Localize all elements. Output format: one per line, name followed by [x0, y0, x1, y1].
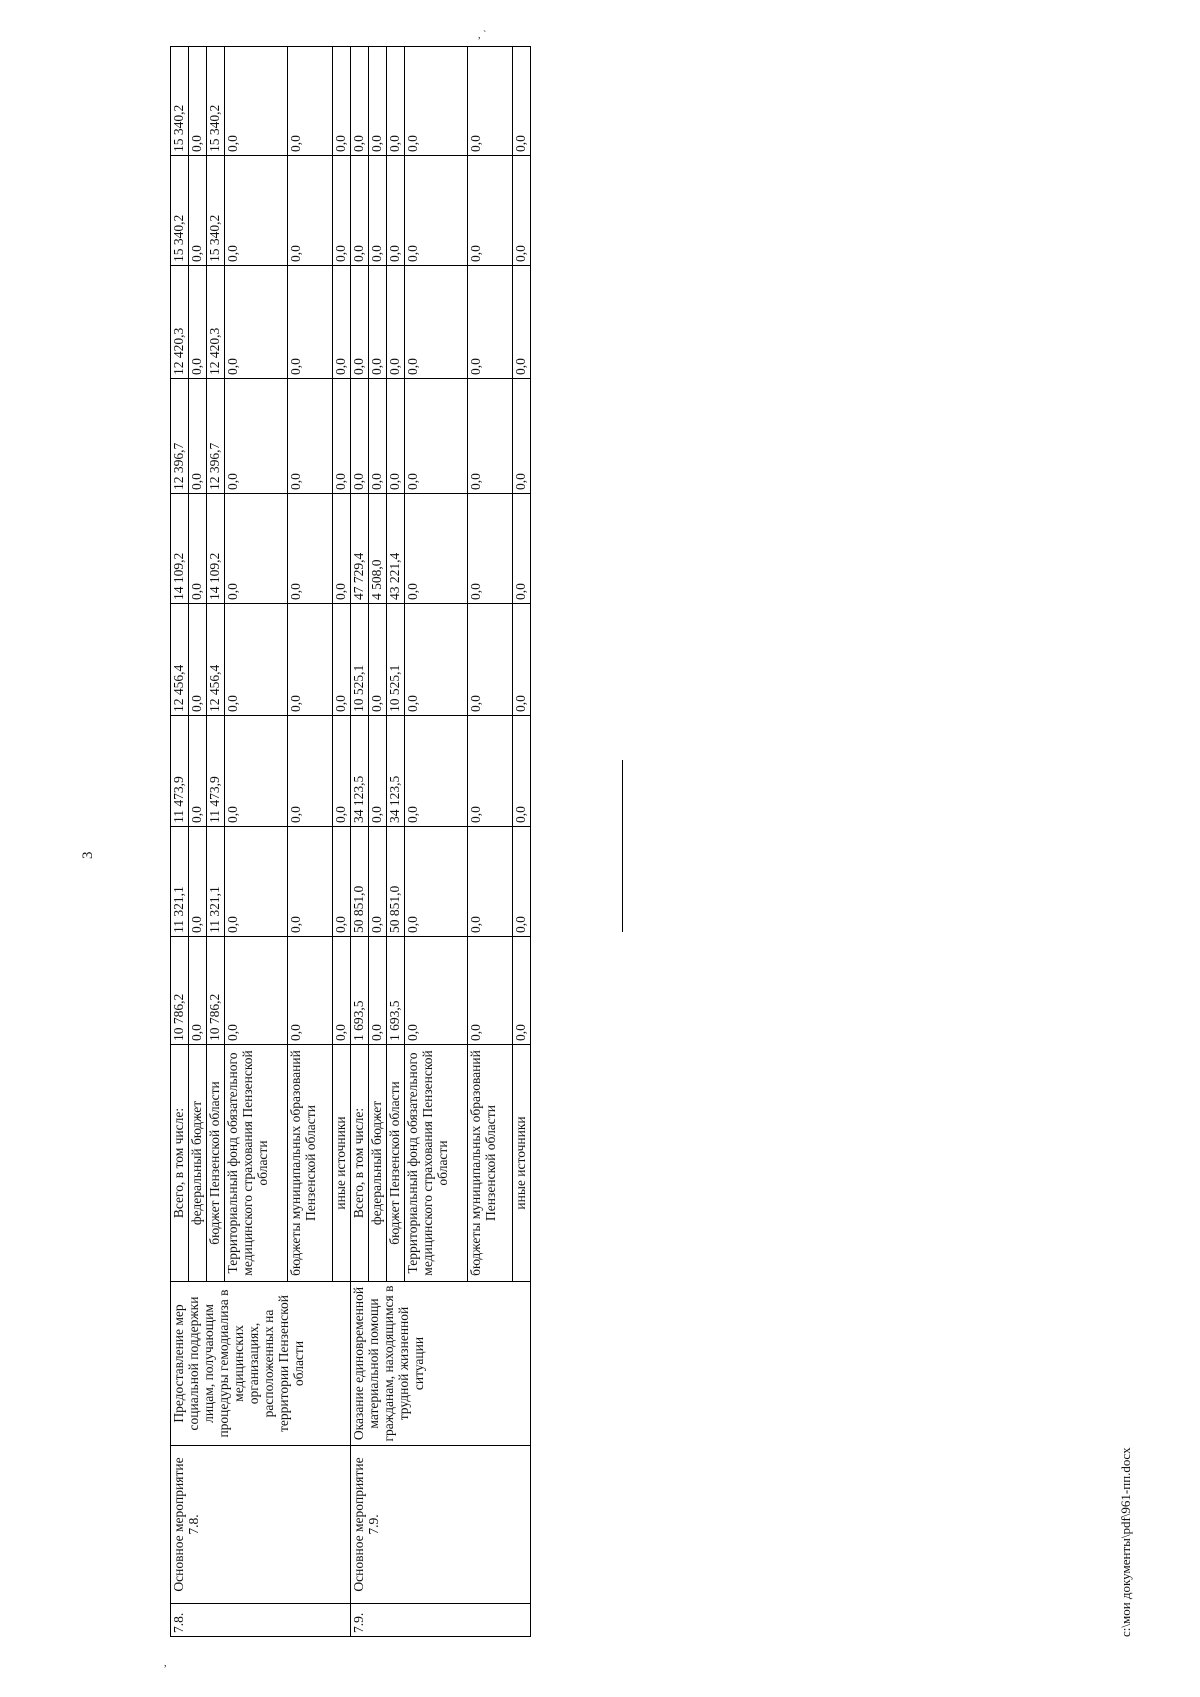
value-cell: 0,0: [351, 379, 369, 494]
value-cell: 0,0: [405, 827, 468, 937]
value-cell: 0,0: [468, 156, 513, 266]
event-name: Основное мероприятие 7.8.: [171, 1446, 351, 1604]
value-cell: 10 525,1: [387, 604, 405, 716]
value-cell: 10 786,2: [207, 937, 225, 1045]
value-cell: 0,0: [369, 937, 387, 1045]
page-number: 3: [80, 851, 96, 859]
value-cell: 12 420,3: [171, 266, 189, 379]
scan-mark-top-left: ,: [164, 1658, 167, 1669]
value-cell: 0,0: [288, 937, 333, 1045]
value-cell: 12 456,4: [207, 604, 225, 716]
funding-source: иные источники: [513, 1045, 531, 1282]
value-cell: 0,0: [513, 937, 531, 1045]
value-cell: 0,0: [189, 47, 207, 156]
value-cell: 34 123,5: [387, 716, 405, 827]
value-cell: 0,0: [405, 604, 468, 716]
value-cell: 0,0: [369, 604, 387, 716]
value-cell: 0,0: [369, 827, 387, 937]
event-description: Предоставление мер социальной поддержки лицам, получающим процедуры гемодиализа в медицинских организациях, расположенных на территории Пензенской области: [171, 1282, 351, 1446]
value-cell: 0,0: [225, 827, 288, 937]
funding-source: Территориальный фонд обязательного медицинского страхования Пензенской области: [405, 1045, 468, 1282]
funding-table: [170, 46, 531, 1637]
value-cell: 0,0: [369, 716, 387, 827]
value-cell: 0,0: [468, 716, 513, 827]
value-cell: 0,0: [468, 604, 513, 716]
funding-source: федеральный бюджет: [189, 1045, 207, 1282]
value-cell: 0,0: [288, 494, 333, 604]
funding-source: Всего, в том числе:: [351, 1045, 369, 1282]
value-cell: 0,0: [405, 494, 468, 604]
value-cell: 0,0: [405, 937, 468, 1045]
value-cell: 0,0: [468, 47, 513, 156]
value-cell: 0,0: [189, 604, 207, 716]
value-cell: 1 693,5: [387, 937, 405, 1045]
value-cell: 43 221,4: [387, 494, 405, 604]
value-cell: 0,0: [288, 827, 333, 937]
value-cell: 0,0: [288, 156, 333, 266]
value-cell: 0,0: [225, 266, 288, 379]
end-rule: [622, 760, 623, 932]
value-cell: 0,0: [369, 47, 387, 156]
funding-source: бюджет Пензенской области: [387, 1045, 405, 1282]
value-cell: 0,0: [513, 379, 531, 494]
value-cell: 0,0: [405, 379, 468, 494]
event-name: Основное мероприятие 7.9.: [351, 1446, 531, 1604]
value-cell: 0,0: [225, 604, 288, 716]
value-cell: 0,0: [333, 494, 351, 604]
value-cell: 14 109,2: [207, 494, 225, 604]
value-cell: 4 508,0: [369, 494, 387, 604]
value-cell: 12 456,4: [171, 604, 189, 716]
table-row: [351, 47, 369, 1637]
value-cell: 15 340,2: [207, 156, 225, 266]
value-cell: 0,0: [333, 716, 351, 827]
table-row: [171, 47, 189, 1637]
value-cell: 0,0: [513, 604, 531, 716]
value-cell: 0,0: [351, 156, 369, 266]
value-cell: 0,0: [189, 156, 207, 266]
value-cell: 0,0: [333, 379, 351, 494]
value-cell: 0,0: [189, 266, 207, 379]
value-cell: 0,0: [513, 266, 531, 379]
event-description: Оказание единовременной материальной помощи гражданам, находящимся в трудной жизненной ситуации: [351, 1282, 531, 1446]
value-cell: 0,0: [288, 379, 333, 494]
value-cell: 0,0: [333, 827, 351, 937]
value-cell: 47 729,4: [351, 494, 369, 604]
value-cell: 0,0: [225, 379, 288, 494]
value-cell: 0,0: [288, 604, 333, 716]
funding-source: федеральный бюджет: [369, 1045, 387, 1282]
value-cell: 0,0: [387, 47, 405, 156]
value-cell: 0,0: [333, 937, 351, 1045]
value-cell: 0,0: [189, 494, 207, 604]
value-cell: 0,0: [189, 937, 207, 1045]
value-cell: 0,0: [387, 266, 405, 379]
footer-file-path: c:\мои документы\pdf\961-пп.docx: [1118, 1447, 1133, 1637]
value-cell: 11 321,1: [171, 827, 189, 937]
value-cell: 12 396,7: [171, 379, 189, 494]
row-number: 7.8.: [171, 1604, 351, 1637]
value-cell: 0,0: [468, 379, 513, 494]
value-cell: 0,0: [333, 604, 351, 716]
value-cell: 0,0: [351, 266, 369, 379]
value-cell: 0,0: [468, 266, 513, 379]
value-cell: 0,0: [225, 716, 288, 827]
value-cell: 0,0: [225, 156, 288, 266]
value-cell: 15 340,2: [207, 47, 225, 156]
funding-source: иные источники: [333, 1045, 351, 1282]
value-cell: 50 851,0: [387, 827, 405, 937]
value-cell: 0,0: [468, 937, 513, 1045]
value-cell: 50 851,0: [351, 827, 369, 937]
row-number: 7.9.: [351, 1604, 531, 1637]
value-cell: 11 473,9: [171, 716, 189, 827]
value-cell: 0,0: [387, 379, 405, 494]
value-cell: 0,0: [405, 156, 468, 266]
value-cell: 10 786,2: [171, 937, 189, 1045]
value-cell: 0,0: [225, 494, 288, 604]
value-cell: 12 420,3: [207, 266, 225, 379]
value-cell: 0,0: [225, 937, 288, 1045]
value-cell: 0,0: [387, 156, 405, 266]
value-cell: 0,0: [405, 266, 468, 379]
value-cell: 0,0: [225, 47, 288, 156]
table-body: [171, 47, 531, 1637]
value-cell: 0,0: [369, 266, 387, 379]
value-cell: 14 109,2: [171, 494, 189, 604]
funding-source: бюджет Пензенской области: [207, 1045, 225, 1282]
value-cell: 0,0: [468, 827, 513, 937]
funding-source: Территориальный фонд обязательного медицинского страхования Пензенской области: [225, 1045, 288, 1282]
value-cell: 15 340,2: [171, 47, 189, 156]
value-cell: 0,0: [405, 716, 468, 827]
value-cell: 1 693,5: [351, 937, 369, 1045]
value-cell: 11 321,1: [207, 827, 225, 937]
funding-source: Всего, в том числе:: [171, 1045, 189, 1282]
value-cell: 12 396,7: [207, 379, 225, 494]
value-cell: 0,0: [513, 156, 531, 266]
value-cell: 0,0: [189, 827, 207, 937]
value-cell: 10 525,1: [351, 604, 369, 716]
funding-source: бюджеты муниципальных образований Пензенской области: [468, 1045, 513, 1282]
scan-mark-top-right: , `: [478, 30, 487, 41]
value-cell: 0,0: [333, 266, 351, 379]
value-cell: 0,0: [333, 156, 351, 266]
value-cell: 0,0: [513, 494, 531, 604]
value-cell: 0,0: [405, 47, 468, 156]
value-cell: 0,0: [513, 47, 531, 156]
value-cell: 0,0: [189, 379, 207, 494]
value-cell: 15 340,2: [171, 156, 189, 266]
value-cell: 0,0: [369, 156, 387, 266]
value-cell: 0,0: [513, 716, 531, 827]
value-cell: 0,0: [369, 379, 387, 494]
value-cell: 0,0: [333, 47, 351, 156]
value-cell: 0,0: [288, 266, 333, 379]
funding-source: бюджеты муниципальных образований Пензенской области: [288, 1045, 333, 1282]
value-cell: 0,0: [288, 47, 333, 156]
value-cell: 0,0: [189, 716, 207, 827]
value-cell: 34 123,5: [351, 716, 369, 827]
value-cell: 0,0: [351, 47, 369, 156]
value-cell: 0,0: [468, 494, 513, 604]
value-cell: 0,0: [288, 716, 333, 827]
value-cell: 11 473,9: [207, 716, 225, 827]
value-cell: 0,0: [513, 827, 531, 937]
